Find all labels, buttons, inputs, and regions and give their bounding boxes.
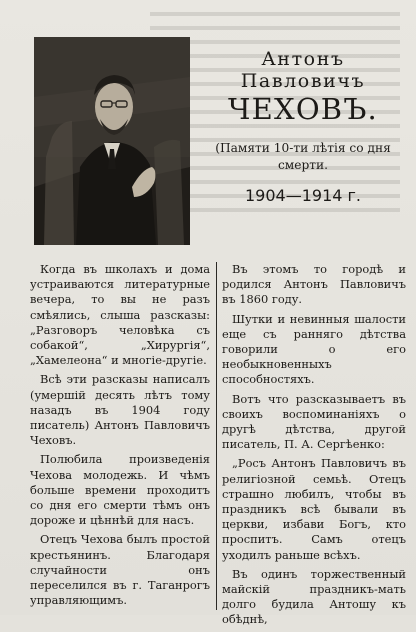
- paragraph: „Росъ Антонъ Павловичъ въ религіозной семьѣ. Отецъ страшно любилъ, чтобы въ праздникъ всѣ бывали въ церкви, избави Богъ, кто проспитъ. Самъ отецъ уходилъ раньше всѣхъ.: [222, 456, 406, 562]
- paragraph: Когда въ школахъ и дома устраиваются литературные вечера, то вы не разъ смѣялись, слыша разсказы: „Разговоръ человѣка съ собакой“, „Хирургія“, „Хамелеона“ и многіе-другіе.: [30, 262, 210, 368]
- paragraph: Шутки и невинныя шалости еще съ ранняго дѣтства говорили о его необыкновенныхъ способностяхъ.: [222, 311, 406, 387]
- portrait-photo: [34, 37, 190, 245]
- header-name: ЧЕХОВЪ.: [228, 92, 378, 126]
- portrait-illustration: [34, 37, 190, 245]
- paragraph: Полюбила произведенія Чехова молодежь. И чѣмъ больше времени проходитъ со дня его смерти тѣмъ онъ дороже и цѣннѣй для насъ.: [30, 452, 210, 528]
- column-divider: [216, 262, 217, 610]
- memory-subtitle: (Памяти 10-ти лѣтія со дня смерти.: [215, 141, 391, 172]
- paragraph: Отецъ Чехова былъ простой крестьянинъ. Благодаря случайности онъ переселился въ г. Таганрогъ управляющимъ.: [30, 532, 210, 608]
- paragraph: Въ одинъ торжественный майскій праздникъ-мать долго будила Антошу къ обѣднѣ,: [222, 566, 406, 627]
- header-title: Антонъ Павловичъ: [240, 48, 366, 92]
- paragraph: Вотъ что разсказываетъ въ своихъ воспоминаніяхъ о другѣ дѣтства, другой писатель, П. А. Сергѣенко:: [222, 391, 406, 452]
- left-column: [30, 262, 210, 612]
- paragraph: Всѣ эти разсказы написалъ (умершій десять лѣтъ тому назадъ въ 1904 году писатель) Антонъ Павловичъ Чеховъ.: [30, 372, 210, 448]
- paragraph: Въ этомъ то городѣ и родился Антонъ Павловичъ въ 1860 году.: [222, 262, 406, 307]
- years: 1904—1914 г.: [244, 186, 361, 205]
- right-column: [222, 262, 406, 632]
